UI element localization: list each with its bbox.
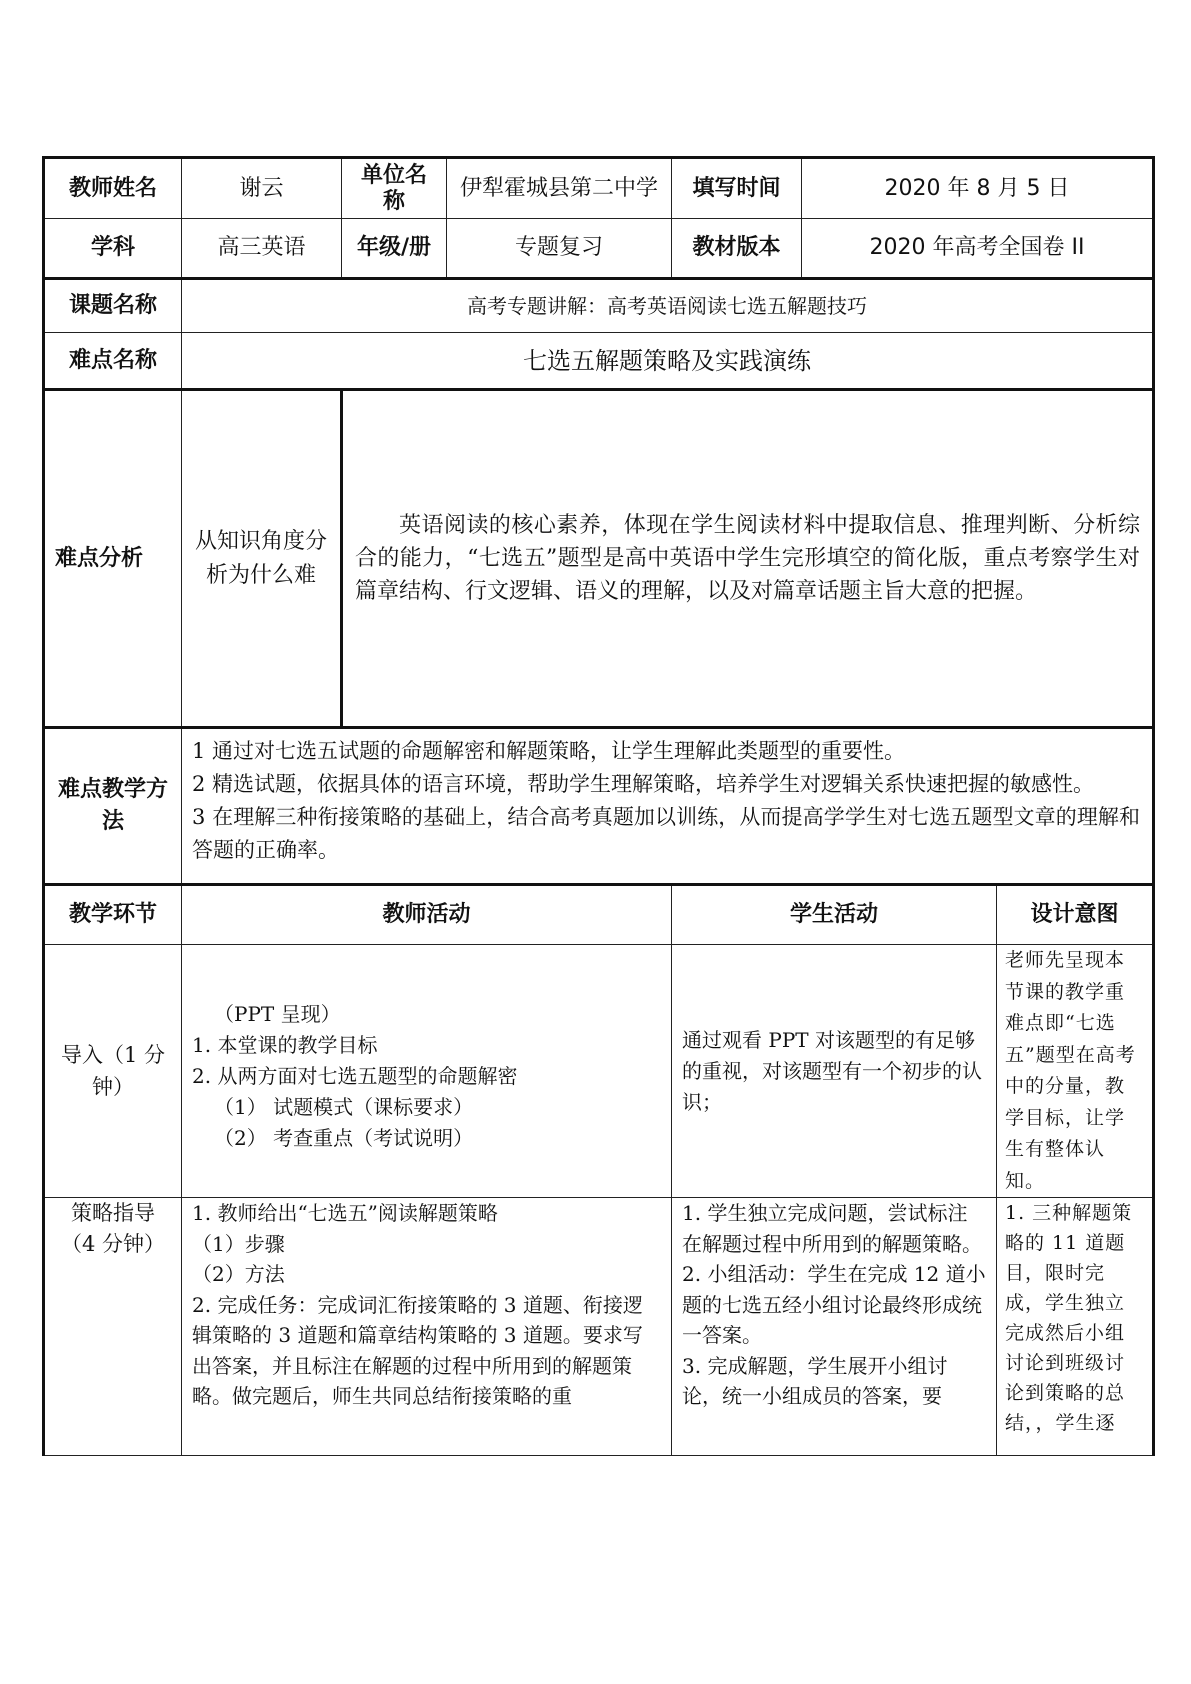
intro-teacher-line-2: 1. 本堂课的教学目标 <box>192 1032 378 1057</box>
analysis-sub-label: 从知识角度分析为什么难 <box>194 528 327 588</box>
unit-label: 单位名称 <box>342 158 447 219</box>
stage-header: 教学环节 <box>44 885 182 945</box>
grade-label: 年级/册 <box>342 219 447 279</box>
intro-teacher-line-1: （PPT 呈现） <box>214 1001 341 1026</box>
method-row <box>44 728 1154 885</box>
strategy-stage: 策略指导（4 分钟） <box>44 1198 182 1456</box>
topic-row <box>44 279 1154 333</box>
lesson-plan <box>42 156 1152 1456</box>
teacher-activity-header: 教师活动 <box>182 885 672 945</box>
date-label: 填写时间 <box>672 158 802 219</box>
strategy-intent-cell <box>997 1198 1154 1456</box>
difficulty-value: 七选五解题策略及实践演练 <box>182 333 1154 390</box>
header-row-1 <box>44 158 1154 219</box>
strategy-teacher-line-3: （2）方法 <box>192 1262 285 1286</box>
date-value: 2020 年 8 月 5 日 <box>802 158 1154 219</box>
intro-intent-text: 老师先呈现本节课的教学重难点即“七选五”题型在高考中的分量，教学目标，让学生有整体认知。 <box>1005 949 1136 1192</box>
strategy-student-line-3: 3. 完成解题，学生展开小组讨论，统一小组成员的答案，要 <box>682 1353 948 1408</box>
strategy-student-cell <box>672 1198 997 1456</box>
unit-value: 伊犁霍城县第二中学 <box>447 158 672 219</box>
process-row-intro <box>44 945 1154 1198</box>
strategy-teacher-line-2: （1）步骤 <box>192 1231 285 1256</box>
analysis-row <box>44 390 1154 728</box>
strategy-intent-text: 1. 三种解题策略的 11 道题目，限时完成，学生独立完成然后小组讨论到班级讨论到策略的总结，，学生逐 <box>1005 1202 1133 1434</box>
edition-label: 教材版本 <box>672 219 802 279</box>
header-row-2 <box>44 219 1154 279</box>
teacher-value: 谢云 <box>182 158 342 219</box>
intro-stage: 导入（1 分钟） <box>44 945 182 1198</box>
strategy-student-line-2: 2. 小组活动：学生在完成 12 道小题的七选五经小组讨论最终形成统一答案。 <box>682 1262 986 1347</box>
intent-header: 设计意图 <box>997 885 1154 945</box>
edition-value: 2020 年高考全国卷 II <box>802 219 1154 279</box>
grade-value: 专题复习 <box>447 219 672 279</box>
process-header-row <box>44 885 1154 945</box>
analysis-label: 难点分析 <box>44 390 182 728</box>
lesson-plan-table <box>42 156 1155 1456</box>
analysis-text: 英语阅读的核心素养，体现在学生阅读材料中提取信息、推理判断、分析综合的能力，“七选五”题型是高中英语中学生完形填空的简化版，重点考察学生对篇章结构、行文逻辑、语义的理解，以及对篇章话题主旨大意的把握。 <box>355 513 1141 604</box>
subject-label: 学科 <box>44 219 182 279</box>
strategy-teacher-line-1: 1. 教师给出“七选五”阅读解题策略 <box>192 1201 498 1225</box>
strategy-student-line-1: 1. 学生独立完成问题，尝试标注在解题过程中所用到的解题策略。 <box>682 1201 982 1256</box>
method-label: 难点教学方法 <box>44 728 182 885</box>
process-row-strategy <box>44 1198 1154 1456</box>
intro-student-cell <box>672 945 997 1198</box>
difficulty-label: 难点名称 <box>44 333 182 390</box>
method-item-3: 3 在理解三种衔接策略的基础上，结合高考真题加以训练，从而提高学学生对七选五题型文章的理解和答题的正确率。 <box>192 805 1141 862</box>
intro-teacher-line-3: 2. 从两方面对七选五题型的命题解密 <box>192 1063 518 1088</box>
intro-teacher-line-4: （1） 试题模式（课标要求） <box>214 1094 474 1119</box>
strategy-teacher-line-4: 2. 完成任务：完成词汇衔接策略的 3 道题、衔接逻辑策略的 3 道题和篇章结构策略的 3 道题。要求写出答案，并且标注在解题的过程中所用到的解题策略。做完题后，师生共同总结衔接策略的重 <box>192 1292 643 1408</box>
method-item-1: 1 通过对七选五试题的命题解密和解题策略，让学生理解此类题型的重要性。 <box>192 739 906 763</box>
teacher-label: 教师姓名 <box>44 158 182 219</box>
intro-student-text: 通过观看 PPT 对该题型的有足够的重视，对该题型有一个初步的认识； <box>682 1027 982 1114</box>
strategy-teacher-cell <box>182 1198 672 1456</box>
method-item-2: 2 精选试题，依据具体的语言环境，帮助学生理解策略，培养学生对逻辑关系快速把握的敏感性。 <box>192 772 1095 796</box>
student-activity-header: 学生活动 <box>672 885 997 945</box>
subject-value: 高三英语 <box>182 219 342 279</box>
method-items <box>182 728 1154 885</box>
analysis-sub-label-cell <box>182 390 342 728</box>
intro-teacher-cell <box>182 945 672 1198</box>
topic-label: 课题名称 <box>44 279 182 333</box>
topic-value: 高考专题讲解：高考英语阅读七选五解题技巧 <box>182 279 1154 333</box>
intro-intent-cell <box>997 945 1154 1198</box>
difficulty-row <box>44 333 1154 390</box>
analysis-text-cell <box>342 390 1154 728</box>
intro-teacher-line-5: （2） 考查重点（考试说明） <box>214 1125 474 1150</box>
